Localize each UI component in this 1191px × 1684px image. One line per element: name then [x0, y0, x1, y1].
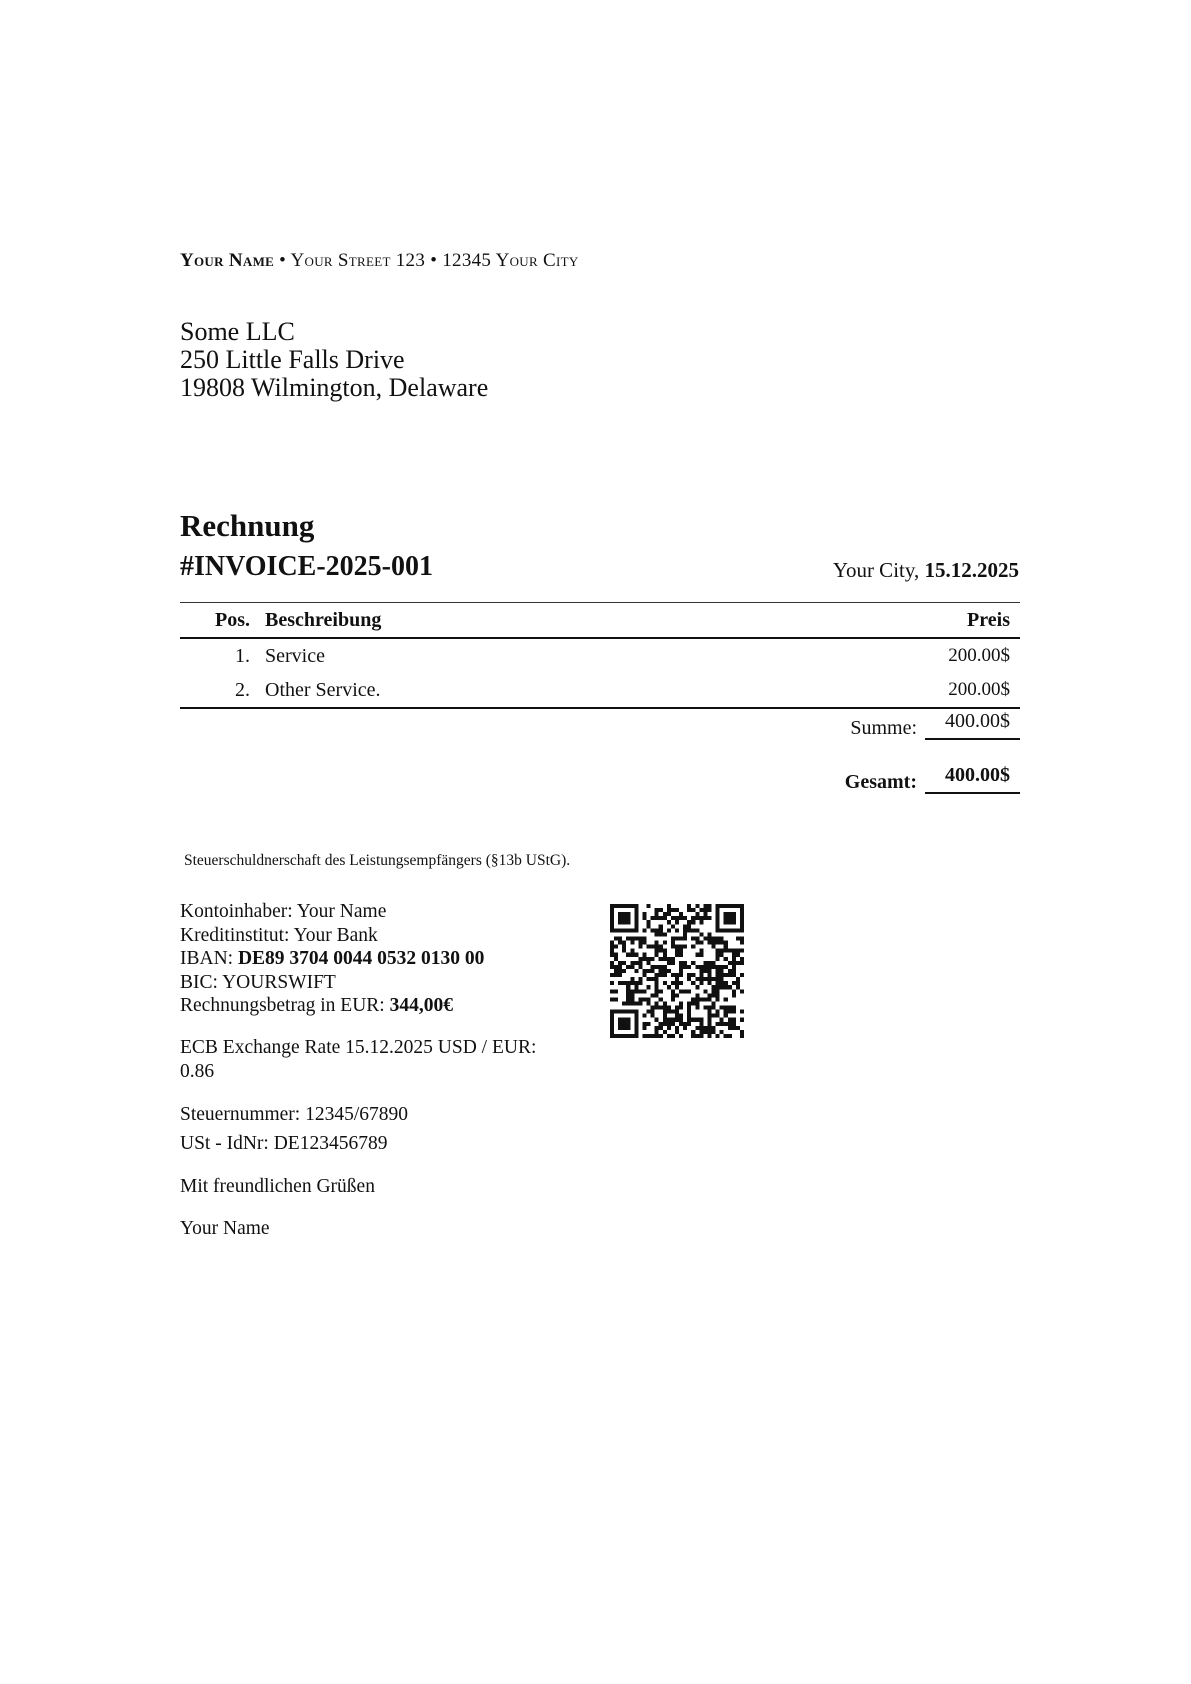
table-row: [180, 638, 1020, 673]
exchange-rate-value: 0.86: [180, 1060, 215, 1082]
sender-separator: •: [274, 250, 291, 271]
bic-line: [180, 971, 484, 995]
reverse-charge-note: Steuerschuldnerschaft des Leistungsempfängers (§13b UStG).: [184, 852, 571, 869]
amount-label: Rechnungsbetrag in EUR:: [180, 995, 390, 1016]
amount-value: 344,00€: [389, 995, 453, 1016]
tax-ids: [180, 1100, 408, 1158]
items-table: [180, 602, 1020, 709]
vat-id: DE123456789: [273, 1133, 388, 1154]
iban-line: [180, 947, 484, 971]
bank-label: Kreditinstitut:: [180, 924, 294, 946]
bic-label: BIC:: [180, 971, 223, 993]
recipient-address: [180, 318, 488, 402]
row-pos: 2.: [235, 678, 250, 701]
iban-value: DE89 3704 0044 0532 0130 00: [237, 948, 485, 969]
tax-number-line: [180, 1100, 408, 1129]
invoice-place: Your City,: [832, 558, 925, 582]
vat-id-line: [180, 1129, 408, 1158]
sender-line: [180, 250, 579, 272]
total-row: [845, 764, 1020, 794]
bic-value: YOURSWIFT: [222, 971, 336, 993]
row-pos: 1.: [235, 644, 250, 667]
table-row: [180, 673, 1020, 708]
subtotal-value: 400.00$: [925, 710, 1020, 740]
qr-code-icon: [610, 904, 744, 1038]
subtotal-row: [850, 710, 1020, 740]
recipient-company: Some LLC: [180, 317, 295, 346]
invoice-number: #INVOICE-2025-001: [180, 551, 433, 582]
table-header-row: [180, 603, 1020, 639]
exchange-rate-line: ECB Exchange Rate 15.12.2025 USD / EUR:: [180, 1037, 537, 1058]
tax-number-label: Steuernummer:: [180, 1104, 306, 1125]
header-price: Preis: [967, 608, 1010, 631]
bank-name: Your Bank: [293, 924, 378, 946]
tax-number: 12345/67890: [305, 1104, 409, 1125]
total-label: Gesamt:: [844, 771, 917, 793]
invoice-place-date: [833, 558, 1019, 583]
subtotal-label: Summe:: [850, 717, 917, 739]
sender-name: Your Name: [180, 250, 275, 271]
bank-line: [180, 924, 484, 948]
row-price: 200.00$: [948, 679, 1010, 700]
recipient-street: 250 Little Falls Drive: [180, 345, 405, 374]
account-holder-line: [180, 900, 484, 924]
account-holder-label: Kontoinhaber:: [180, 901, 297, 922]
amount-line: [180, 994, 484, 1018]
sender-separator: •: [425, 250, 443, 271]
row-price: 200.00$: [948, 645, 1010, 666]
vat-id-label: USt - IdNr:: [180, 1133, 274, 1154]
recipient-city: 19808 Wilmington, Delaware: [180, 373, 489, 402]
closing-greeting: Mit freundlichen Grüßen: [180, 1176, 375, 1197]
header-description: Beschreibung: [265, 608, 382, 631]
iban-label: IBAN:: [180, 948, 238, 969]
bank-details: [180, 900, 484, 1018]
invoice-date: 15.12.2025: [924, 558, 1019, 582]
account-holder: Your Name: [296, 901, 387, 922]
row-description: Other Service.: [265, 678, 381, 701]
row-description: Service: [265, 644, 325, 667]
signature-name: Your Name: [180, 1218, 270, 1239]
header-pos: Pos.: [215, 608, 250, 631]
invoice-title: Rechnung: [180, 508, 315, 543]
exchange-rate: [180, 1036, 536, 1083]
sender-city: 12345 Your City: [442, 250, 579, 271]
sender-street: Your Street 123: [290, 250, 426, 271]
total-value: 400.00$: [925, 764, 1020, 794]
